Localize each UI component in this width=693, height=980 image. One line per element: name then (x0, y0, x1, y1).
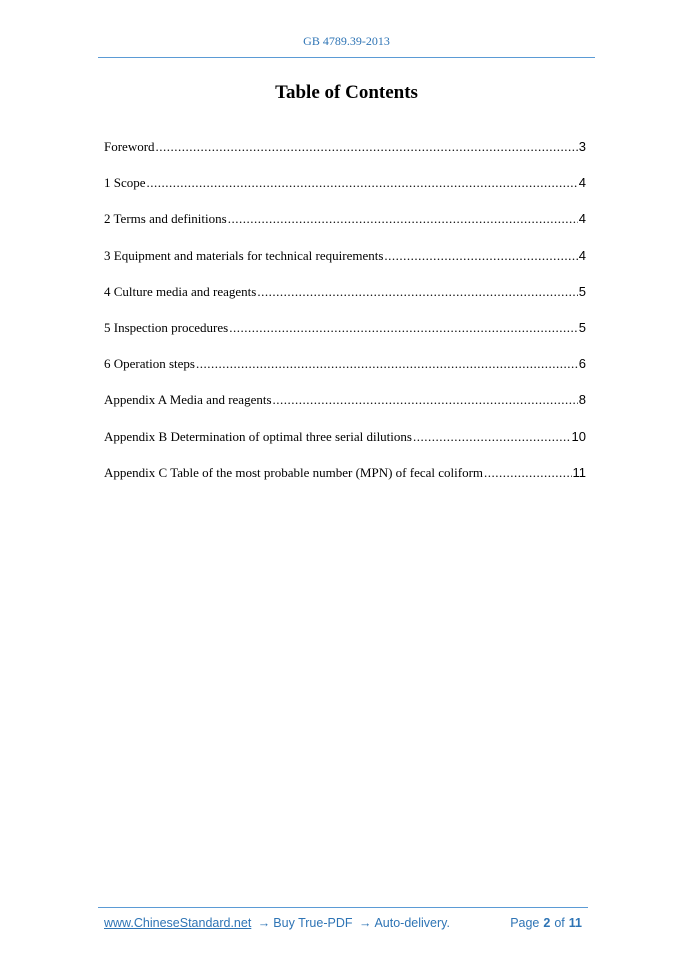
toc-entry-page: 3 (578, 139, 586, 154)
current-page-number: 2 (543, 916, 551, 930)
toc-entry-label: 5 Inspection procedures (104, 319, 229, 335)
of-word: of (554, 916, 565, 930)
toc-dot-leader (196, 356, 578, 372)
toc-dot-leader (156, 139, 578, 155)
toc-entry-terms[interactable] (104, 211, 586, 247)
page-indicator (510, 916, 586, 930)
toc-entry-label: 6 Operation steps (104, 356, 195, 372)
delivery-text: Auto-delivery. (374, 916, 450, 930)
toc-entry-appendix-a[interactable] (104, 392, 586, 428)
toc-dot-leader (257, 284, 577, 300)
page-word: Page (510, 916, 540, 930)
toc-entry-label: Appendix B Determination of optimal three serial dilutions (104, 428, 412, 444)
site-link[interactable]: www.ChineseStandard.net (104, 916, 252, 930)
total-pages-number: 11 (568, 916, 582, 930)
toc-entry-inspection[interactable] (104, 320, 586, 356)
doc-code: GB 4789.39-2013 (303, 34, 390, 48)
toc-entry-page: 11 (572, 464, 586, 480)
toc-entry-scope[interactable] (104, 175, 586, 211)
toc-entry-label: Appendix C Table of the most probable number (MPN) of fecal coliform (104, 464, 484, 480)
page-title: Table of Contents (275, 82, 418, 103)
toc-entry-label: 4 Culture media and reagents (104, 283, 257, 299)
toc-entry-page: 4 (578, 211, 586, 227)
toc-entry-page: 5 (578, 319, 586, 335)
toc-entry-page: 5 (578, 283, 586, 299)
toc-entry-label: 1 Scope (104, 175, 146, 191)
toc-entry-equipment[interactable] (104, 248, 586, 284)
toc-entry-page: 4 (578, 175, 586, 191)
footer-divider (98, 907, 588, 908)
header-divider (98, 57, 595, 58)
toc-dot-leader (484, 465, 571, 481)
page-footer (104, 916, 586, 930)
toc-dot-leader (384, 248, 577, 264)
toc-entry-label: Appendix A Media and reagents (104, 392, 272, 408)
toc-entry-appendix-b[interactable] (104, 429, 586, 465)
page-header (98, 34, 595, 49)
toc-dot-leader (413, 429, 571, 445)
toc-dot-leader (273, 392, 578, 408)
toc-entry-page: 8 (578, 392, 586, 408)
toc-entry-page: 4 (578, 247, 586, 263)
toc-entry-appendix-c[interactable] (104, 465, 586, 501)
toc-entry-page: 6 (578, 356, 586, 372)
toc-entry-label: 3 Equipment and materials for technical requirements (104, 247, 384, 263)
toc-entry-label: Foreword (104, 139, 155, 154)
toc-dot-leader (228, 211, 578, 227)
toc-entry-label: 2 Terms and definitions (104, 211, 227, 227)
buy-text: Buy True-PDF (273, 916, 353, 930)
arrow-right-icon: → (257, 916, 271, 930)
toc-dot-leader (147, 175, 578, 191)
footer-promo (104, 916, 450, 930)
toc-entry-page: 10 (571, 428, 586, 444)
toc-entry-culture-media[interactable] (104, 284, 586, 320)
table-of-contents (104, 139, 586, 501)
toc-dot-leader (229, 320, 578, 336)
toc-entry-foreword[interactable] (104, 139, 586, 175)
arrow-right-icon: → (358, 916, 372, 930)
toc-entry-operation[interactable] (104, 356, 586, 392)
